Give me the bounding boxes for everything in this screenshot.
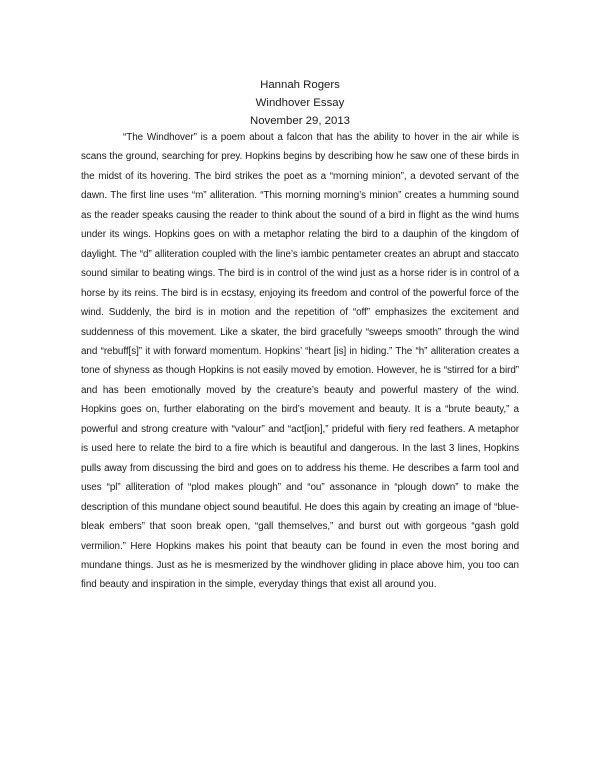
essay-date: November 29, 2013: [249, 115, 351, 127]
essay-paragraph: “The Windhover” is a poem about a falcon that has the ability to hover in the air while is scans the ground, searching for prey. Hopkins begins by describing how he saw one of these birds in the midst of its hovering. The bird strikes the poet as a “morning minion”, a devoted servant of the dawn. The first line uses “m” alliteration. “This morning morning’s minion” creates a humming sound as the reader speaks causing the reader to think about the sound of a bird in flight as the wind hums under its wings. Hopkins goes on with a metaphor relating the bird to a dauphin of the kingdom of daylight. The “d” alliteration coupled with the line’s iambic pentameter creates an abrupt and staccato sound similar to beating wings. The bird is in control of the wind just as a horse rider is in control of a horse by its reins. The bird is in ecstasy, enjoying its freedom and control of the powerful force of the wind. Suddenly, the bird is in motion and the repetition of “off” emphasizes the excitement and suddenness of this movement. Like a skater, the bird gracefully “sweeps smooth” through the wind and “rebuff[s]” it with forward momentum. Hopkins’ “heart [is] in hiding.” The “h” alliteration creates a tone of shyness as though Hopkins is not easily moved by emotion. However, he is “stirred for a bird” and has been emotionally moved by the creature’s beauty and powerful mastery of the wind. Hopkins goes on, further elaborating on the bird’s movement and beauty. It is a “brute beauty,” a powerful and strong creature with “valour” and “act[ion],” prideful with fiery red feathers. A metaphor is used here to relate the bird to a fire which is beautiful and dangerous. In the last 3 lines, Hopkins pulls away from discussing the bird and goes on to address his theme. He describes a farm tool and uses “pl” alliteration of “plod makes plough” and “ou” assonance in “plough down” to make the description of this mundane object sound beautiful. He does this again by creating an image of “blue-bleak embers” that soon break open, “gall themselves,” and burst out with gorgeous “gash gold vermilion.” Here Hopkins makes his point that beauty can be found in even the most boring and mundane things. Just as he is mesmerized by the windhover gliding in place above him, you too can find beauty and inspiration in the simple, everyday things that exist all around you.: [81, 132, 519, 591]
author-name: Hannah Rogers: [260, 79, 340, 91]
essay-header: [0, 76, 600, 130]
essay-title: Windhover Essay: [255, 97, 345, 109]
